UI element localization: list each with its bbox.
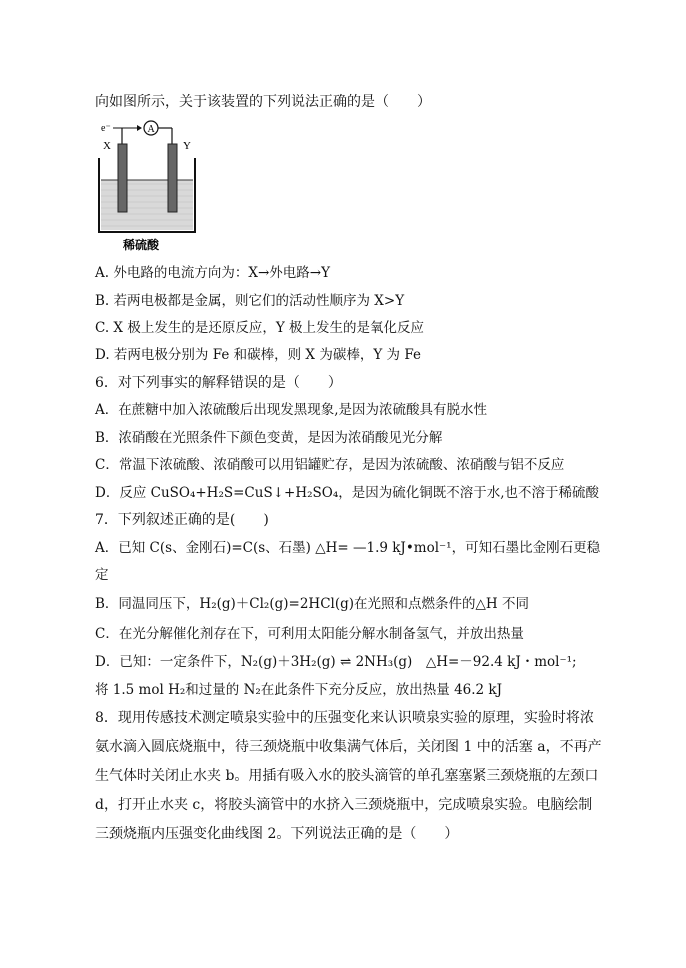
- q8-line5: 三颈烧瓶内压强变化曲线图 2。下列说法正确的是（ ）: [95, 826, 459, 842]
- q8-line1: 8．现用传感技术测定喷泉实验中的压强变化来认识喷泉实验的原理，实验时将浓: [95, 710, 594, 726]
- electrode-y-label: Y: [183, 140, 191, 152]
- q7-option-a-line1: A．已知 C(s、金刚石)=C(s、石墨) △H= —1.9 kJ•mol⁻¹，可知石墨比金刚石更稳: [95, 540, 601, 556]
- q7-option-a-line2: 定: [95, 567, 109, 583]
- electrode-y: [168, 144, 177, 212]
- cell-diagram-svg: [95, 118, 215, 258]
- q7-stem: 7．下列叙述正确的是( ): [95, 512, 269, 528]
- electrode-x-label: X: [103, 140, 111, 152]
- q6-option-b: B．浓硝酸在光照条件下颜色变黄，是因为浓硝酸见光分解: [95, 430, 443, 446]
- q6-option-a: A．在蔗糖中加入浓硫酸后出现发黑现象,是因为浓硫酸具有脱水性: [95, 402, 488, 418]
- q7-option-b: B．同温同压下，H₂(g)＋Cl₂(g)=2HCl(g)在光照和点燃条件的△H 不同: [95, 596, 529, 612]
- ammeter-label: A: [147, 124, 155, 135]
- q5-option-a: A. 外电路的电流方向为：X→外电路→Y: [95, 265, 330, 281]
- q8-line3: 生气体时关闭止水夹 b。用插有吸入水的胶头滴管的单孔塞塞紧三颈烧瓶的左颈口: [95, 768, 599, 784]
- q7-option-d-line1: D．已知：一定条件下，N₂(g)＋3H₂(g) ⇌ 2NH₃(g) △H=－92.4 kJ・mol⁻¹;: [95, 654, 577, 670]
- q5-option-b: B. 若两电极都是金属，则它们的活动性顺序为 X>Y: [95, 293, 405, 309]
- q6-option-c: C．常温下浓硫酸、浓硝酸可以用铝罐贮存，是因为浓硫酸、浓硝酸与铝不反应: [95, 457, 565, 473]
- sulfuric-acid-solution: [101, 180, 193, 230]
- q8-line4: d，打开止水夹 c，将胶头滴管中的水挤入三颈烧瓶中，完成喷泉实验。电脑绘制: [95, 797, 593, 813]
- q6-option-d: D．反应 CuSO₄+H₂S=CuS↓+H₂SO₄，是因为硫化铜既不溶于水,也不溶于稀硫酸: [95, 485, 600, 501]
- q7-option-c: C．在光分解催化剂存在下，可利用太阳能分解水制备氢气，并放出热量: [95, 626, 524, 642]
- electrode-x: [118, 144, 127, 212]
- q5-option-d: D. 若两电极分别为 Fe 和碳棒，则 X 为碳棒，Y 为 Fe: [95, 347, 421, 363]
- electron-arrowhead: [137, 125, 142, 131]
- solution-label: 稀硫酸: [123, 238, 160, 252]
- q7-option-d-line2: 将 1.5 mol H₂和过量的 N₂在此条件下充分反应，放出热量 46.2 kJ: [95, 682, 503, 698]
- electron-label: e⁻: [101, 123, 111, 134]
- q5-stem: 向如图所示，关于该装置的下列说法正确的是（ ）: [95, 94, 431, 110]
- q8-line2: 氨水滴入圆底烧瓶中，待三颈烧瓶中收集满气体后，关闭图 1 中的活塞 a，不再产: [95, 739, 602, 755]
- q5-option-c: C. X 极上发生的是还原反应，Y 极上发生的是氧化反应: [95, 320, 425, 336]
- electrolysis-diagram: [95, 118, 215, 258]
- q6-stem: 6．对下列事实的解释错误的是（ ）: [95, 375, 342, 391]
